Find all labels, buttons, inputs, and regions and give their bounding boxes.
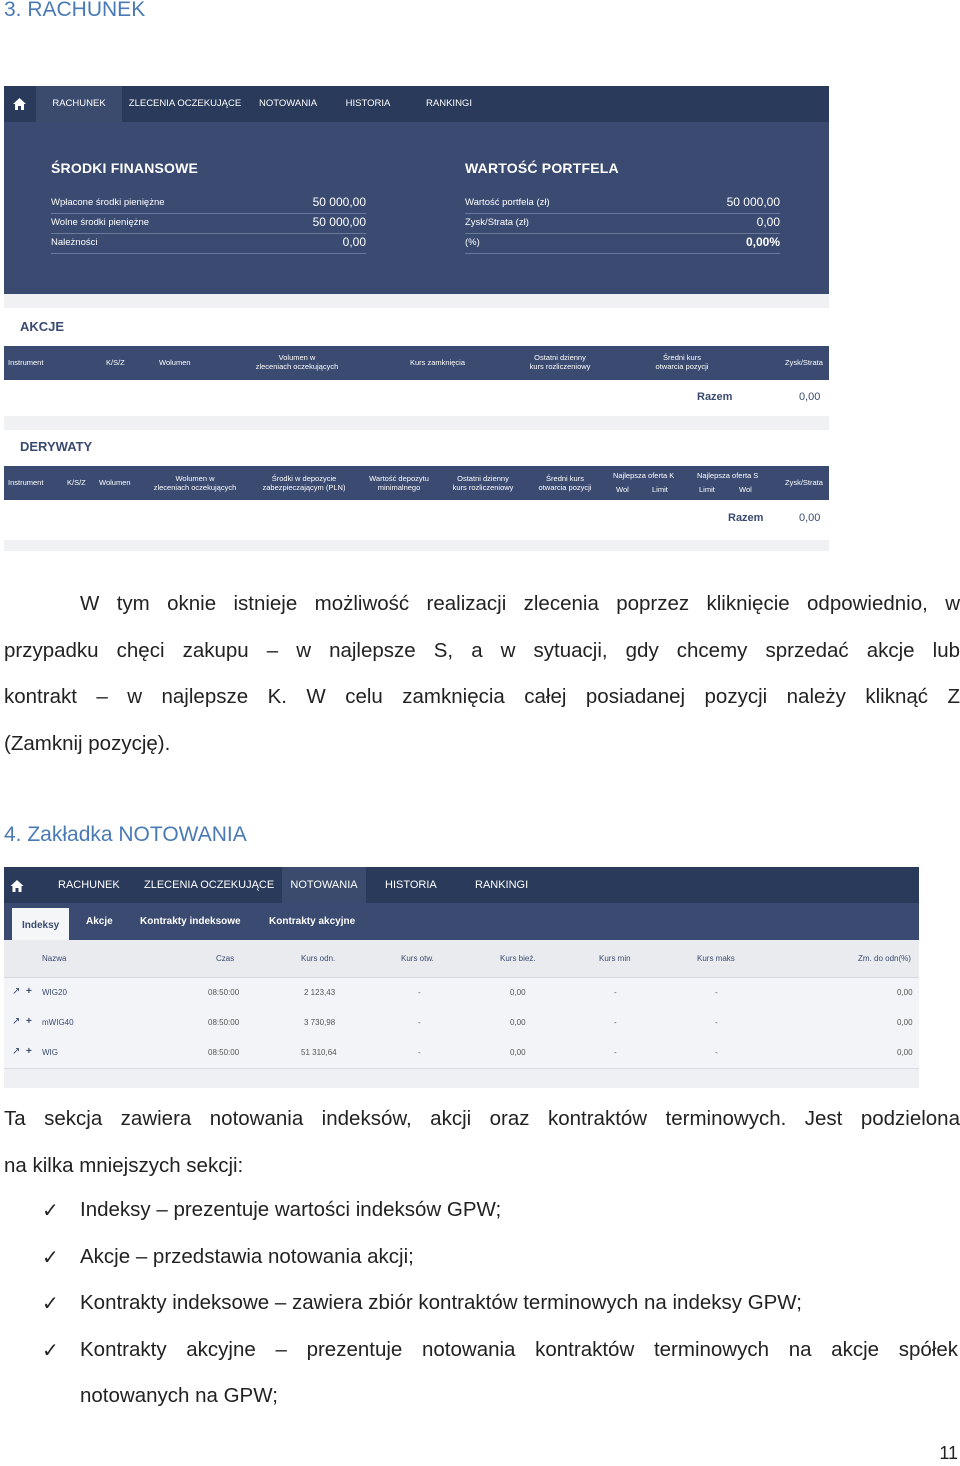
portfolio-row: Zysk/Strata (zł) 0,00 <box>465 213 780 234</box>
section-heading-notowania: 4. Zakładka NOTOWANIA <box>4 823 247 846</box>
col-header: K/S/Z <box>106 358 125 367</box>
page-number: 11 <box>939 1443 958 1463</box>
col-header: Wartość depozytu minimalnego <box>369 474 429 492</box>
col-header: K/S/Z <box>67 478 86 487</box>
checkmark-icon: ✓ <box>42 1293 59 1315</box>
col-header: Kurs zamknięcia <box>410 358 466 367</box>
col-header[interactable]: Czas <box>216 954 235 963</box>
quotes-table-header <box>4 940 919 978</box>
col-header[interactable]: Kurs maks <box>697 954 735 963</box>
account-screenshot <box>4 86 829 551</box>
derywaty-razem-label: Razem <box>728 512 764 524</box>
tab-kontrakty-akcyjne[interactable]: Kontrakty akcyjne <box>269 916 356 927</box>
col-header: Środki w depozycie zabezpieczającym (PLN) <box>262 474 346 492</box>
quotes-tabs <box>4 903 919 940</box>
col-header: Ostatni dzienny kurs rozliczeniowy <box>452 474 514 492</box>
col-header: Najlepsza oferta K <box>613 471 675 480</box>
col-header: Limit <box>652 485 668 494</box>
tab-akcje[interactable]: Akcje <box>86 916 113 927</box>
quotes-screenshot <box>4 867 919 1088</box>
funds-row: Należności 0,00 <box>51 233 366 254</box>
nav-rankingi[interactable]: RANKINGI <box>475 879 529 891</box>
col-header: Zysk/Strata <box>785 478 823 487</box>
section-heading-rachunek: 3. RACHUNEK <box>4 0 146 21</box>
col-header: Średni kurs otwarcia pozycji <box>538 474 592 492</box>
col-header: Zysk/Strata <box>785 358 823 367</box>
akcje-razem-value: 0,00 <box>799 391 821 403</box>
top-navbar <box>4 86 829 122</box>
finance-panel <box>4 122 829 294</box>
derywaty-section <box>4 430 829 540</box>
col-header: Najlepsza oferta S <box>697 471 759 480</box>
col-header: Instrument <box>8 478 44 487</box>
col-header[interactable]: Kurs min <box>599 954 631 963</box>
top-navbar <box>4 867 919 903</box>
nav-historia[interactable]: HISTORIA <box>345 98 391 109</box>
portfolio-title: WARTOŚĆ PORTFELA <box>465 160 619 176</box>
col-header: Wolumen <box>159 358 191 367</box>
derywaty-razem-value: 0,00 <box>799 512 821 524</box>
nav-rachunek[interactable]: RACHUNEK <box>36 86 122 122</box>
paragraph-section-description: Ta sekcja zawiera notowania indeksów, akcji oraz kontraktów terminowych. Jest podzielona na kilka mniejszych sekcji: <box>4 1107 960 1177</box>
col-header: Wolumen w zleceniach oczekujących <box>153 474 237 492</box>
home-icon[interactable] <box>10 879 24 897</box>
col-header[interactable]: Nazwa <box>42 954 67 963</box>
checkmark-icon: ✓ <box>42 1247 59 1269</box>
akcje-razem-label: Razem <box>697 391 733 403</box>
nav-zlecenia-oczekujace[interactable]: ZLECENIA OCZEKUJĄCE <box>144 879 275 891</box>
chart-icon[interactable]: ↗ <box>12 1046 21 1057</box>
akcje-table-header <box>4 346 829 380</box>
akcje-title: AKCJE <box>20 319 65 334</box>
col-header[interactable]: Kurs odn. <box>301 954 336 963</box>
table-row[interactable]: ↗ + mWIG40 08:50:00 3 730,98 - 0,00 - - 0,00 <box>4 1008 919 1039</box>
col-header: Średni kurs otwarcia pozycji <box>655 353 709 371</box>
col-header: Wol <box>739 485 752 494</box>
col-header: Ostatni dzienny kurs rozliczeniowy <box>529 353 591 371</box>
col-header[interactable]: Zm. do odn(%) <box>858 954 911 963</box>
checkmark-icon: ✓ <box>42 1340 59 1362</box>
col-header: Wolumen <box>99 478 131 487</box>
checkmark-icon: ✓ <box>42 1200 59 1222</box>
funds-title: ŚRODKI FINANSOWE <box>51 160 199 176</box>
chart-icon[interactable]: ↗ <box>12 986 21 997</box>
nav-historia[interactable]: HISTORIA <box>385 879 437 891</box>
paragraph-order-description: W tym oknie istnieje możliwość realizacji zlecenia poprzez kliknięcie odpowiednio, w przypadku chęci zakupu – w najlepsze S, a w sytuacji, gdy chcemy sprzedać akcje lub kontrakt – w najlepsze K. W celu zamknięcia całej posiadanej pozycji należy kliknąć Z (Zamknij pozycję). <box>4 592 960 755</box>
nav-zlecenia-oczekujace[interactable]: ZLECENIA OCZEKUJĄCE <box>128 98 242 109</box>
nav-notowania[interactable]: NOTOWANIA <box>282 867 366 903</box>
plus-icon[interactable]: + <box>26 986 32 997</box>
funds-row: Wolne środki pieniężne 50 000,00 <box>51 213 366 234</box>
funds-row: Wpłacone środki pieniężne 50 000,00 <box>51 193 366 214</box>
portfolio-row: Wartość portfela (zł) 50 000,00 <box>465 193 780 214</box>
home-icon[interactable] <box>4 86 34 122</box>
derywaty-table-header <box>4 466 829 500</box>
col-header: Volumen w zleceniach oczekujących <box>255 353 339 371</box>
table-row[interactable]: ↗ + WIG 08:50:00 51 310,64 - 0,00 - - 0,00 <box>4 1038 919 1069</box>
derywaty-title: DERYWATY <box>20 439 93 454</box>
nav-rachunek[interactable]: RACHUNEK <box>58 879 120 891</box>
table-row[interactable]: ↗ + WIG20 08:50:00 2 123,43 - 0,00 - - 0,00 <box>4 978 919 1009</box>
col-header: Wol <box>616 485 629 494</box>
plus-icon[interactable]: + <box>26 1046 32 1057</box>
portfolio-row: (%) 0,00% <box>465 233 780 254</box>
nav-notowania[interactable]: NOTOWANIA <box>258 98 318 109</box>
chart-icon[interactable]: ↗ <box>12 1016 21 1027</box>
tab-indeksy[interactable]: Indeksy <box>12 908 69 940</box>
col-header: Instrument <box>8 358 44 367</box>
akcje-section <box>4 308 829 416</box>
col-header[interactable]: Kurs bież. <box>500 954 536 963</box>
plus-icon[interactable]: + <box>26 1016 32 1027</box>
tab-kontrakty-indeksowe[interactable]: Kontrakty indeksowe <box>140 916 241 927</box>
col-header[interactable]: Kurs otw. <box>401 954 434 963</box>
nav-rankingi[interactable]: RANKINGI <box>426 98 472 109</box>
col-header: Limit <box>699 485 715 494</box>
